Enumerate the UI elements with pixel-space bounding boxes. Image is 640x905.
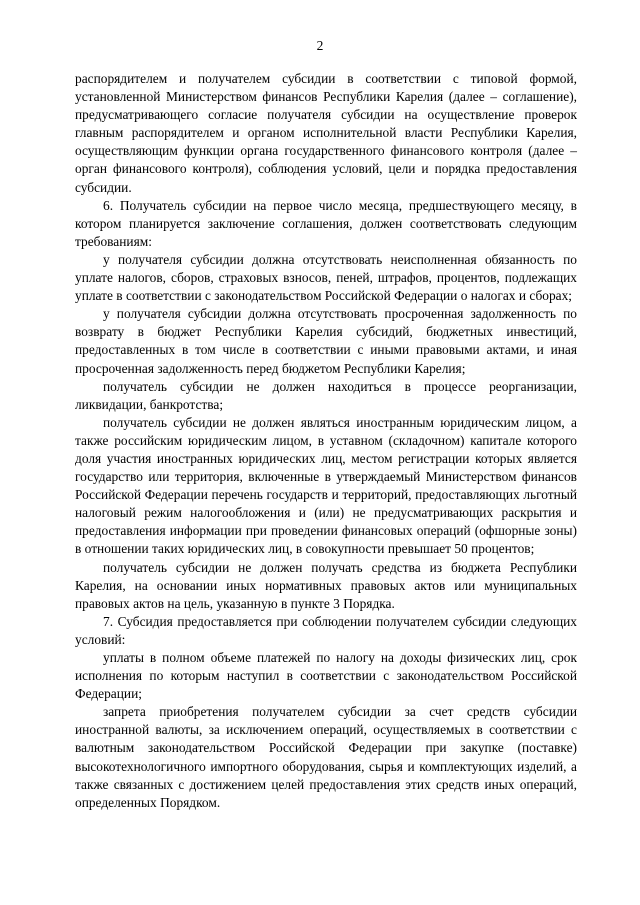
paragraph-not-foreign-entity: получатель субсидии не должен являться иностранным юридическим лицом, а также российским юридическим лицом, в уставном (складочном) капитале которого доля участия иностранных юридических лиц, местом регистрации которых является государство или территория, включенные в утверждаемый Министерством финансов Российской Федерации перечень государств и территорий, предоставляющих льготный налоговый режим налогообложения и (или) не предусматривающих раскрытия и предоставления информации при проведении финансовых операций (офшорные зоны) в отношении таких юридических лиц, в совокупности превышает 50 процентов; bbox=[75, 414, 577, 557]
paragraph-agreement-continuation: распорядителем и получателем субсидии в соответствии с типовой формой, установленной Министерством финансов Республики Карелия (далее – соглашение), предусматривающего согласие получателя субсидии на осуществление проверок главным распорядителем и органом исполнительной власти Республики Карелия, осуществляющим функции органа государственного финансового контроля (далее – орган финансового контроля), соблюдения условий, цели и порядка предоставления субсидии. bbox=[75, 71, 577, 195]
paragraph-no-tax-debt: у получателя субсидии должна отсутствовать неисполненная обязанность по уплате налогов, сборов, страховых взносов, пеней, штрафов, процентов, подлежащих уплате в соответствии с законодательством Российской Федерации о налогах и сборах; bbox=[75, 251, 577, 304]
paragraph-income-tax-payment: уплаты в полном объеме платежей по налогу на доходы физических лиц, срок исполнения по которым наступил в соответствии с законодательством Российской Федерации; bbox=[75, 650, 577, 702]
paragraph-item-7-conditions: 7. Субсидия предоставляется при соблюдении получателем субсидии следующих условий: bbox=[75, 613, 577, 647]
paragraph-no-overdue-debt: у получателя субсидии должна отсутствовать просроченная задолженность по возврату в бюджет Республики Карелия субсидий, бюджетных инвестиций, предоставленных в том числе в соответствии с иными правовыми актами, и иная просроченная задолженность перед бюджетом Республики Карелия; bbox=[75, 306, 577, 376]
paragraph-no-reorganization: получатель субсидии не должен находиться в процессе реорганизации, ликвидации, банкротства; bbox=[75, 378, 577, 412]
document-body bbox=[75, 70, 577, 812]
page-number: 2 bbox=[316, 38, 324, 53]
paragraph-no-other-funds: получатель субсидии не должен получать средства из бюджета Республики Карелия, на основании иных нормативных правовых актов или муниципальных правовых актов на цель, указанную в пункте 3 Порядка. bbox=[75, 559, 577, 611]
paragraph-item-6-requirements: 6. Получатель субсидии на первое число месяца, предшествующего месяцу, в котором планируется заключение соглашения, должен соответствовать следующим требованиям: bbox=[75, 197, 577, 249]
paragraph-foreign-currency-ban: запрета приобретения получателем субсидии за счет средств субсидии иностранной валюты, за исключением операций, осуществляемых в соответствии с валютным законодательством Российской Федерации при закупке (поставке) высокотехнологичного импортного оборудования, сырья и комплектующих изделий, а также связанных с достижением целей предоставления этих средств иных операций, определенных Порядком. bbox=[75, 704, 577, 810]
